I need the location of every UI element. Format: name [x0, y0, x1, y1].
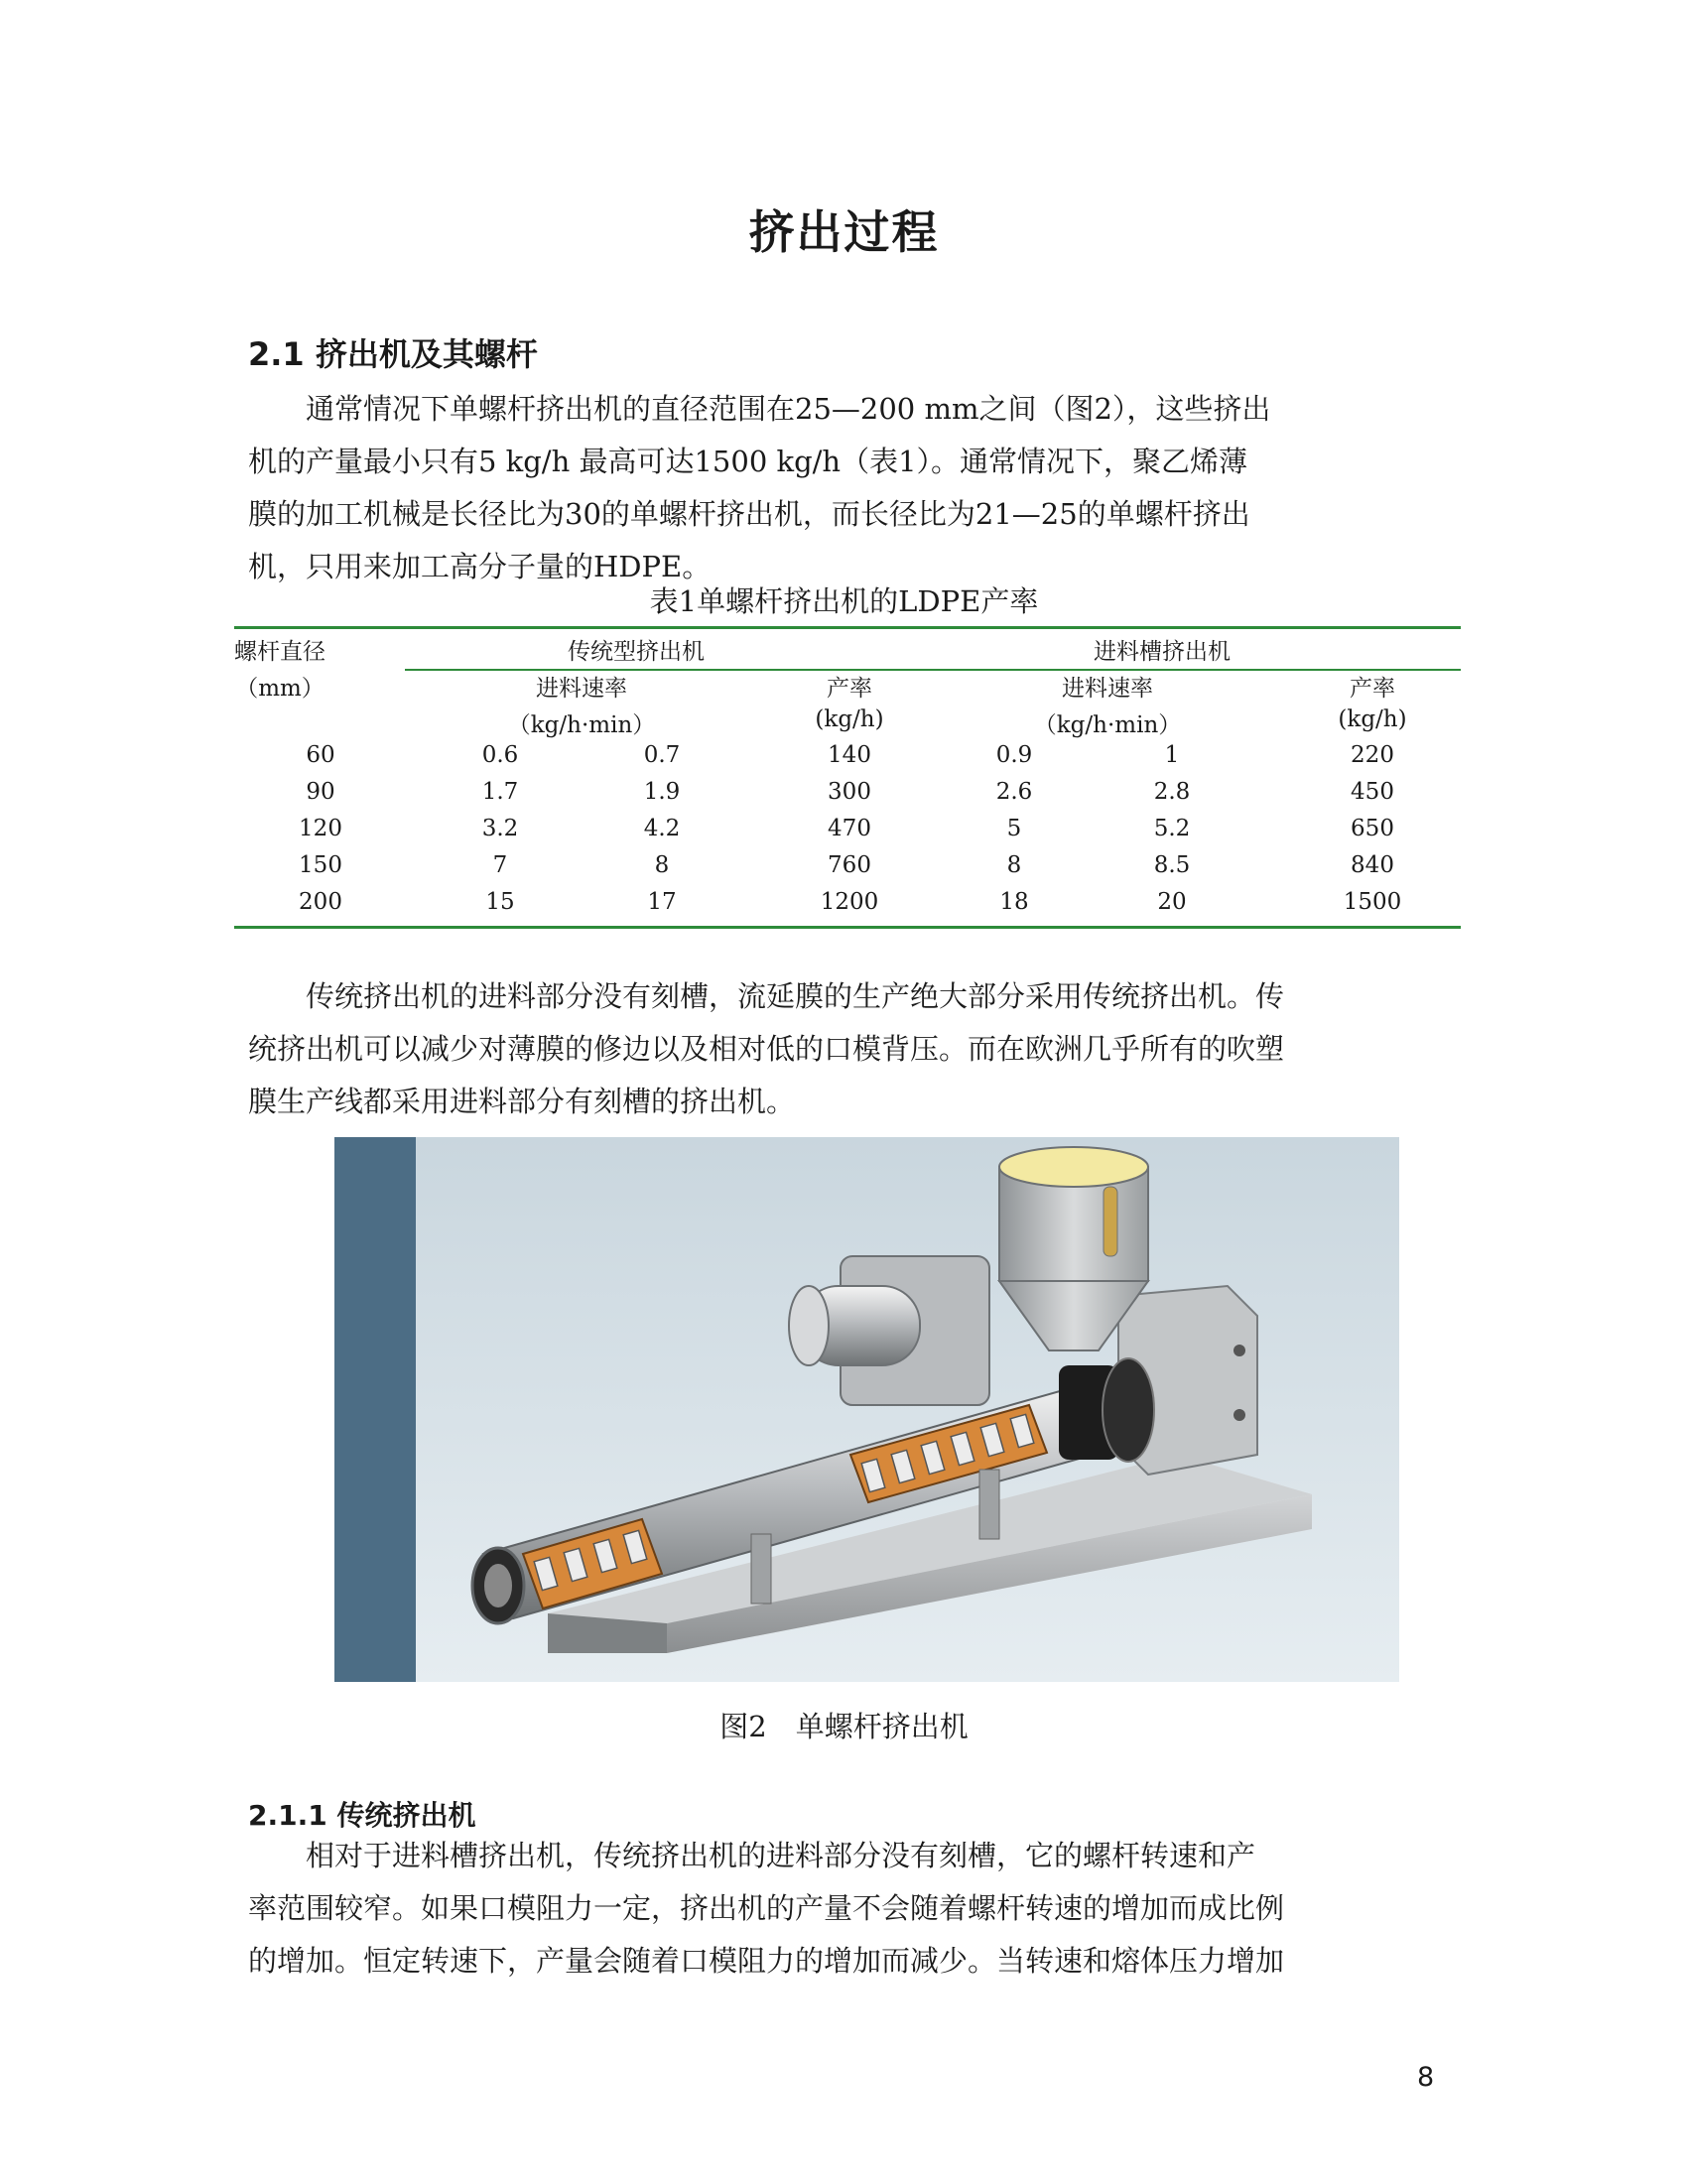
- section-2-1-paragraph: [248, 383, 1439, 593]
- table-cell: 17: [647, 889, 677, 915]
- table-cell: 1: [1164, 742, 1180, 768]
- table-cell: 300: [828, 779, 871, 805]
- table-cell: 650: [1351, 816, 1394, 841]
- paragraph-line: 传统挤出机的进料部分没有刻槽，流延膜的生产绝大部分采用传统挤出机。传: [248, 979, 1285, 1013]
- paragraph-line: 的增加。恒定转速下，产量会随着口模阻力的增加而减少。当转速和熔体压力增加: [248, 1944, 1285, 1978]
- table-cell: 840: [1351, 852, 1394, 878]
- header-grooved: 进料槽挤出机: [1094, 639, 1231, 665]
- table-cell: 8.5: [1153, 852, 1191, 878]
- header-conventional: 传统型挤出机: [568, 639, 705, 665]
- table-cell: 2.6: [995, 779, 1033, 805]
- table-cell: 140: [828, 742, 871, 768]
- single-screw-extruder-illustration: [334, 1137, 1399, 1682]
- table-caption: 表1单螺杆挤出机的LDPE产率: [649, 584, 1039, 618]
- paragraph-line: 膜的加工机械是长径比为30的单螺杆挤出机，而长径比为21—25的单螺杆挤出: [248, 497, 1250, 531]
- table-cell: 1.9: [643, 779, 681, 805]
- table-bottom-rule: [234, 926, 1461, 929]
- section-heading-2-1: 2.1 挤出机及其螺杆: [248, 335, 538, 373]
- page-number: 8: [1417, 2062, 1435, 2093]
- table-cell: 0.6: [481, 742, 519, 768]
- paragraph-2: [248, 970, 1439, 1128]
- table-cell: 0.7: [643, 742, 681, 768]
- paragraph-line: 相对于进料槽挤出机，传统挤出机的进料部分没有刻槽，它的螺杆转速和产: [248, 1839, 1256, 1872]
- table-cell: 18: [999, 889, 1029, 915]
- paragraph-line: 通常情况下单螺杆挤出机的直径范围在25—200 mm之间（图2），这些挤出: [248, 392, 1271, 426]
- table-cell: 5: [1006, 816, 1022, 841]
- extruder-figure: [334, 1137, 1399, 1682]
- table-cell: 8: [1006, 852, 1022, 878]
- paragraph-line: 机的产量最小只有5 kg/h 最高可达1500 kg/h（表1）。通常情况下，聚乙烯薄: [248, 445, 1248, 478]
- header-output: 产率: [1350, 676, 1395, 702]
- header-feed-rate-unit: （kg/h·min）: [507, 712, 656, 738]
- header-feed-rate: 进料速率: [536, 676, 627, 702]
- paragraph-line: 机，只用来加工高分子量的HDPE。: [248, 550, 712, 583]
- table-cell: 200: [299, 889, 342, 915]
- table-cell: 60: [306, 742, 335, 768]
- header-output-unit: (kg/h): [815, 707, 884, 732]
- table-cell: 8: [654, 852, 670, 878]
- section-2-1-1-paragraph: [248, 1830, 1439, 1988]
- table-cell: 20: [1157, 889, 1187, 915]
- table-cell: 4.2: [643, 816, 681, 841]
- table-cell: 5.2: [1153, 816, 1191, 841]
- header-diameter-unit: （mm）: [235, 676, 325, 702]
- section-heading-2-1-1: 2.1.1 传统挤出机: [248, 1799, 476, 1832]
- header-feed-rate: 进料速率: [1062, 676, 1153, 702]
- table-cell: 150: [299, 852, 342, 878]
- figure-caption: 图2 单螺杆挤出机: [719, 1710, 969, 1743]
- table-top-rule: [234, 626, 1461, 629]
- page-title: 挤出过程: [748, 205, 940, 259]
- output-table: [234, 626, 1461, 929]
- table-cell: 0.9: [995, 742, 1033, 768]
- table-cell: 220: [1351, 742, 1394, 768]
- table-cell: 15: [485, 889, 515, 915]
- table-cell: 470: [828, 816, 871, 841]
- table-cell: 760: [828, 852, 871, 878]
- table-cell: 1.7: [481, 779, 519, 805]
- paragraph-line: 统挤出机可以减少对薄膜的修边以及相对低的口模背压。而在欧洲几乎所有的吹塑: [248, 1032, 1285, 1066]
- table-cell: 1500: [1343, 889, 1402, 915]
- header-output: 产率: [827, 676, 872, 702]
- header-output-unit: (kg/h): [1338, 707, 1407, 732]
- table-cell: 1200: [820, 889, 879, 915]
- table-cell: 90: [306, 779, 335, 805]
- table-cell: 450: [1351, 779, 1394, 805]
- table-cell: 3.2: [481, 816, 519, 841]
- header-feed-rate-unit: （kg/h·min）: [1033, 712, 1182, 738]
- paragraph-line: 膜生产线都采用进料部分有刻槽的挤出机。: [248, 1085, 796, 1118]
- header-diameter: 螺杆直径: [234, 639, 325, 665]
- table-cell: 2.8: [1153, 779, 1191, 805]
- paragraph-line: 率范围较窄。如果口模阻力一定，挤出机的产量不会随着螺杆转速的增加而成比例: [248, 1891, 1285, 1925]
- table-cell: 7: [492, 852, 508, 878]
- table-cell: 120: [299, 816, 342, 841]
